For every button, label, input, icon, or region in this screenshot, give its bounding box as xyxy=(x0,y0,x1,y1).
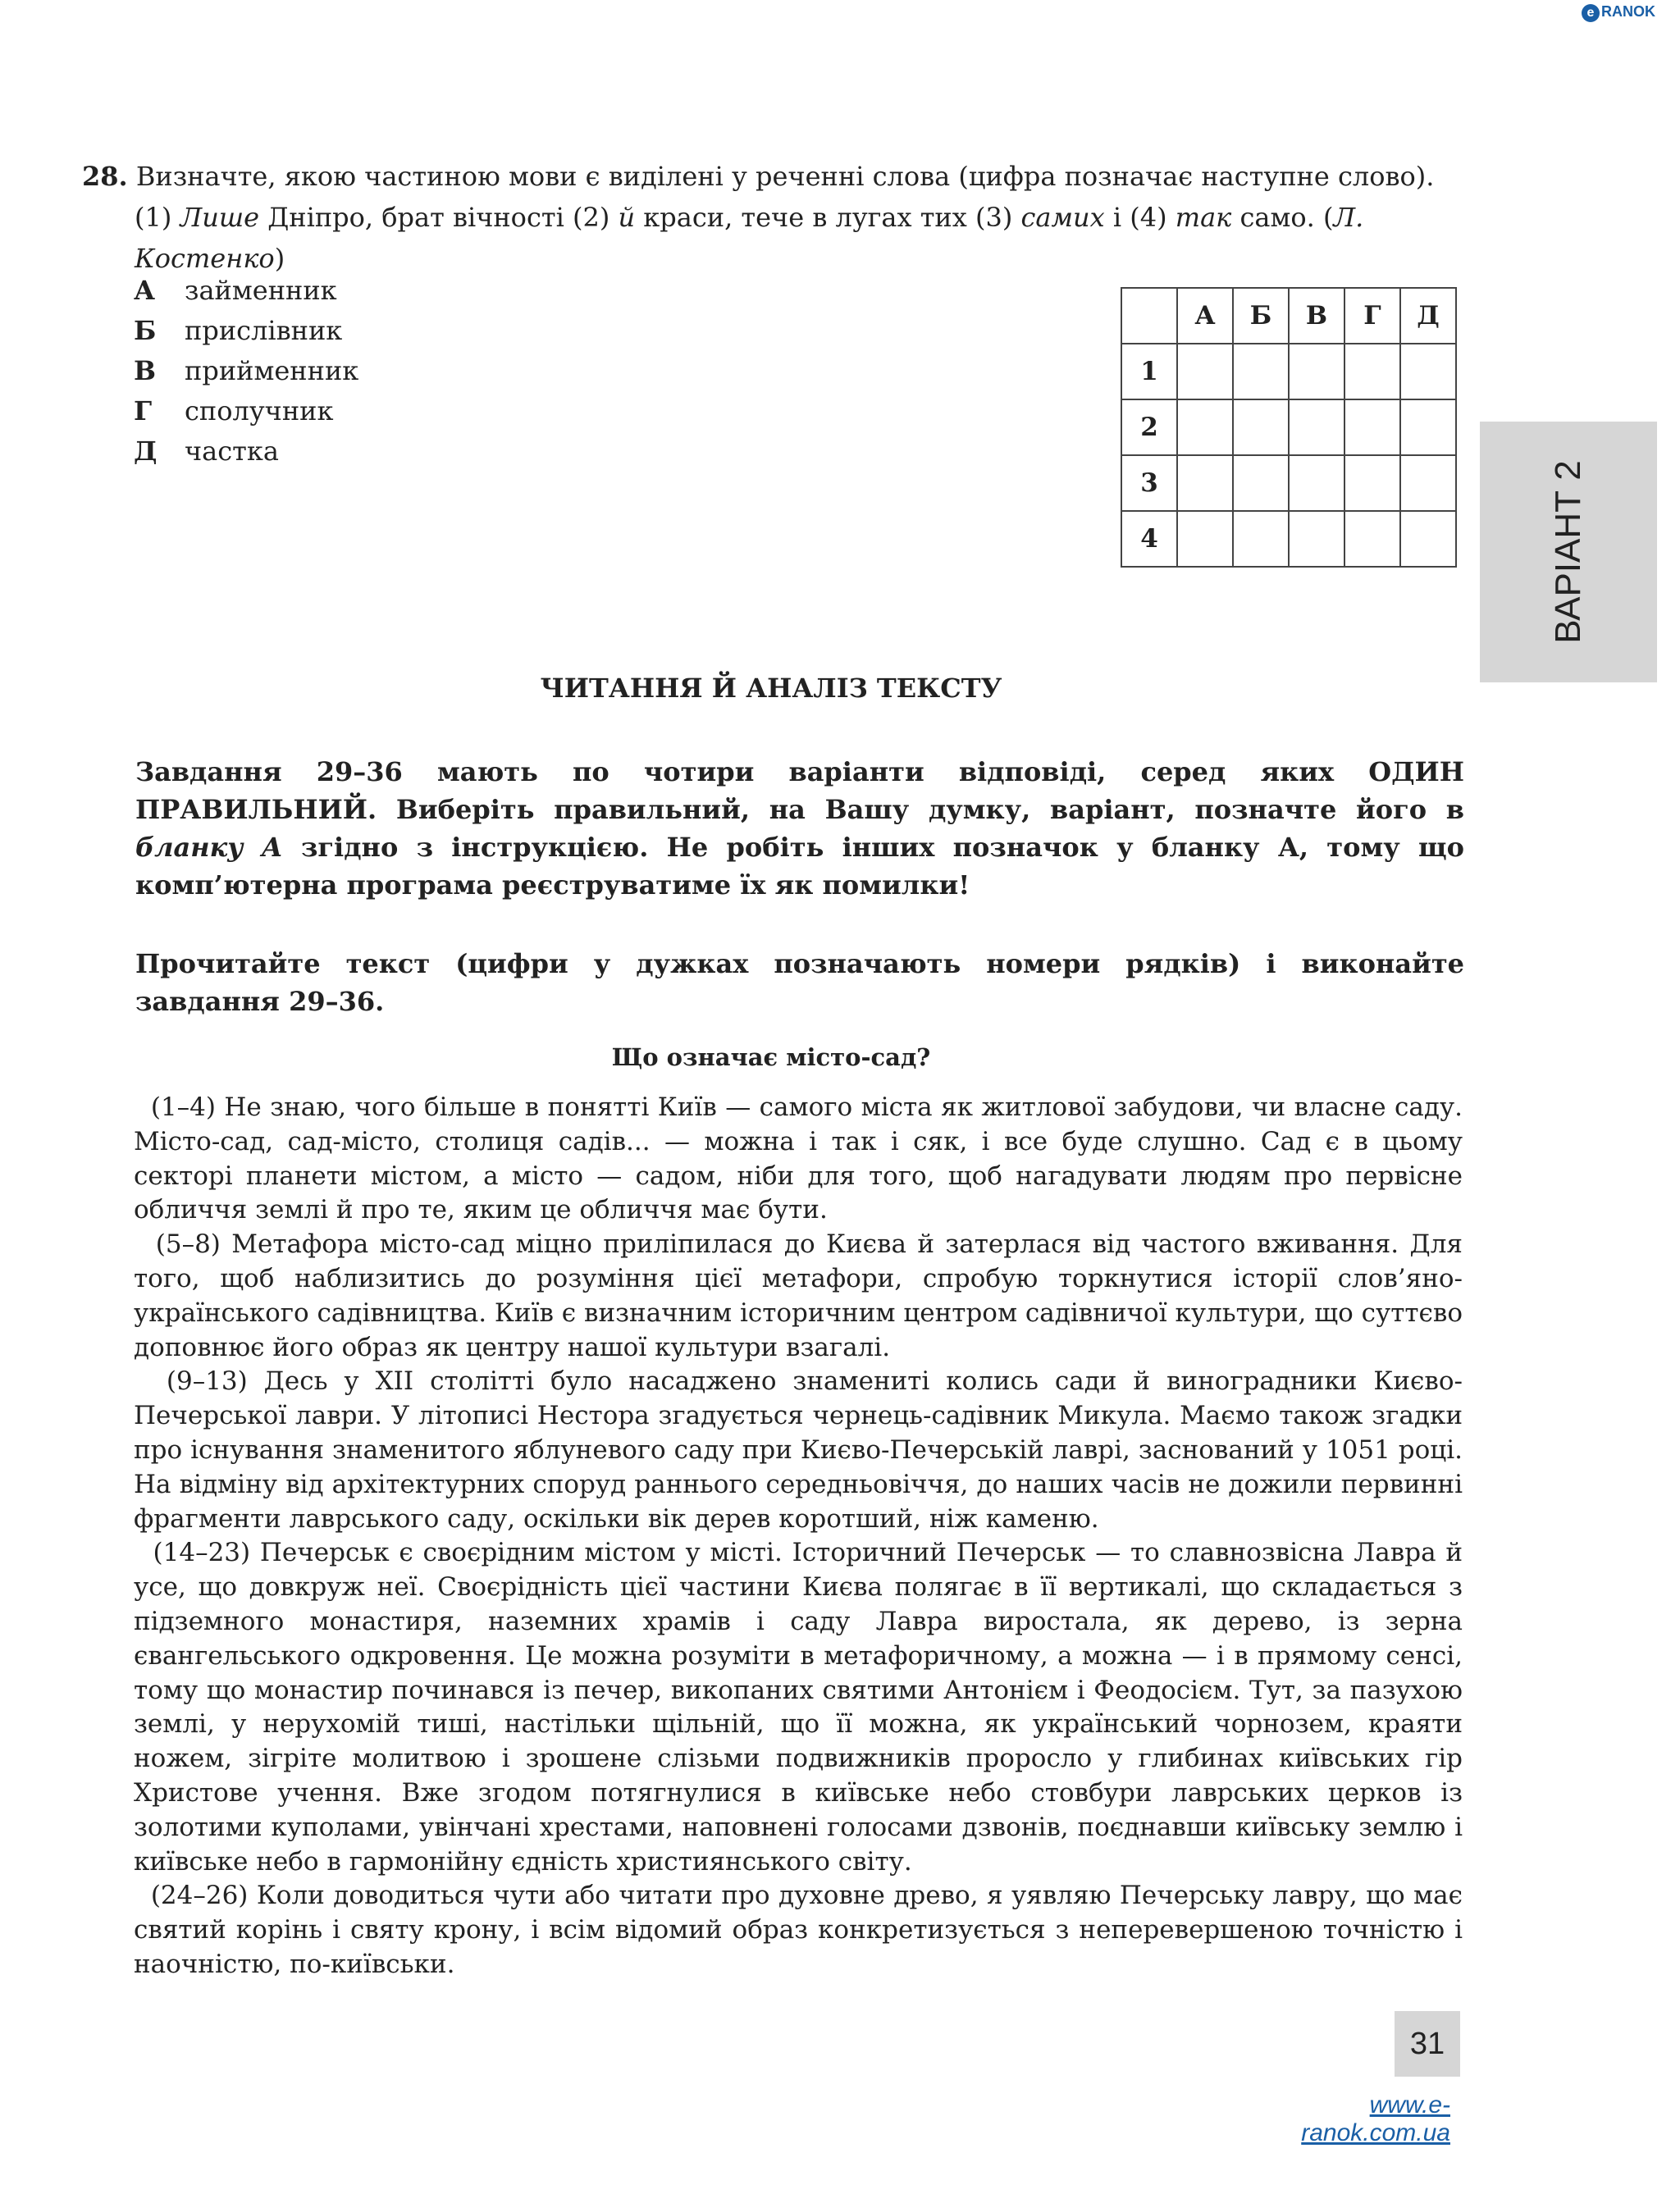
grid-col-header: Г xyxy=(1344,288,1400,344)
section-title: ЧИТАННЯ Й АНАЛІЗ ТЕКСТУ xyxy=(540,673,1002,704)
grid-answer-cell[interactable] xyxy=(1233,511,1289,567)
sentence-fragment: самих xyxy=(1020,202,1105,233)
grid-col-header: А xyxy=(1177,288,1233,344)
option-letter: Д xyxy=(134,436,158,467)
sentence-fragment: й xyxy=(618,202,636,233)
text-title: Що означає місто-сад? xyxy=(611,1043,931,1071)
question-sentence xyxy=(82,197,1477,279)
answer-option xyxy=(134,311,358,351)
question-text: Визначте, якою частиною мови є виділені у реченні слова (цифра позначає наступне слово). xyxy=(135,161,1435,192)
option-letter: А xyxy=(134,275,156,306)
option-letter: Б xyxy=(134,315,157,346)
instruction-block xyxy=(135,753,1464,904)
instruction-read-text: Прочитайте текст (цифри у дужках позначають номери рядків) і виконайте завдання 29–36. xyxy=(135,948,1464,1017)
grid-answer-cell[interactable] xyxy=(1233,399,1289,455)
grid-answer-cell[interactable] xyxy=(1400,344,1456,399)
grid-answer-cell[interactable] xyxy=(1289,455,1344,511)
text-paragraph: (1–4) Не знаю, чого більше в понятті Київ — самого міста як житлової забудови, чи власне саду. Місто-сад, сад-місто, столиця садів... — можна і так і сяк, і все буде слушно. Сад є в цьому секторі планети містом, а місто — садом, ніби для того, щоб нагадувати людям про первісне обличчя землі й про те, яким це обличчя має бути. xyxy=(134,1092,1463,1225)
instruction-fragment: Завдання 29–36 мають по чотири варіанти відповіді, серед яких ОДИН ПРАВИЛЬНИЙ. Виберіть правильний, на Вашу думку, варіант, позначте його в xyxy=(135,756,1464,825)
question-text-line xyxy=(82,156,1477,197)
sentence-fragment: так xyxy=(1175,202,1232,233)
option-text: прислівник xyxy=(185,315,343,346)
question-number: 28. xyxy=(82,161,128,192)
variant-side-tab: ВАРІАНТ 2 xyxy=(1480,422,1657,682)
page-number: 31 xyxy=(1395,2011,1460,2077)
sentence-fragment: Л. Костенко xyxy=(135,202,1364,274)
sentence-fragment: і (4) xyxy=(1104,202,1176,233)
answer-option xyxy=(134,431,358,472)
sentence-fragment: Лише xyxy=(180,202,260,233)
grid-answer-cell[interactable] xyxy=(1344,455,1400,511)
instruction-fragment: згідно з інструкцією. Не робіть інших позначок у бланку А, тому що комп’ютерна програма реєструватиме їх як помилки! xyxy=(135,832,1465,901)
grid-answer-cell[interactable] xyxy=(1400,511,1456,567)
option-text: сполучник xyxy=(185,395,334,426)
sentence-fragment: ) xyxy=(274,243,285,274)
grid-answer-cell[interactable] xyxy=(1289,344,1344,399)
option-text: прийменник xyxy=(185,355,359,386)
grid-col-header: Б xyxy=(1233,288,1289,344)
instruction-fragment: бланку А xyxy=(135,832,283,863)
grid-answer-cell[interactable] xyxy=(1177,511,1233,567)
grid-corner xyxy=(1121,288,1177,344)
grid-row-header: 2 xyxy=(1121,399,1177,455)
publisher-logo: e RANOK xyxy=(1582,3,1673,25)
text-paragraph: (9–13) Десь у XII столітті було насаджено знамениті колись сади й виноградники Києво-Печерської лаври. У літописі Нестора згадується чернець-садівник Микула. Маємо також згадки про існування знаменитого яблуневого саду при Києво-Печерській лаврі, заснований у 1051 році. На відміну від архітектурних споруд раннього середньовіччя, до наших часів не дожили первинні фрагменти лаврського саду, оскільки вік дерев коротший, ніж каменю. xyxy=(134,1366,1463,1534)
answer-grid xyxy=(1121,287,1457,568)
answer-option xyxy=(134,391,358,431)
text-paragraph: (14–23) Печерськ є своєрідним містом у місті. Історичний Печерськ — то славнозвісна Лавра й усе, що довкруж неї. Своєрідність цієї частини Києва полягає в її вертикалі, що складається з підземного монастиря, наземних храмів і саду Лавра виростала, як дерево, із зерна євангельського одкровення. Це можна розуміти в метафоричному, а можна — і в прямому сенсі, тому що монастир починався із печер, викопаних святими Антонієм і Феодосієм. Тут, за пазухою землі, у нерухомій тиші, настільки щільній, що її можна, як український чорнозем, краяти ножем, зігріте молитвою і зрошене слізьми подвижників проросло у глибинах київських гір Христове учення. Вже згодом потягнулися в київське небо стовбури лаврських церков із золотими куполами, увінчані хрестами, наповнені голосами дзвонів, поєднавши київську землю і київське небо в гармонійну єдність християнського світу. xyxy=(134,1538,1463,1877)
reading-text xyxy=(134,1091,1463,1982)
grid-answer-cell[interactable] xyxy=(1233,455,1289,511)
answer-option xyxy=(134,271,358,311)
sentence-fragment: само. ( xyxy=(1231,202,1334,233)
option-text: частка xyxy=(185,436,279,467)
grid-answer-cell[interactable] xyxy=(1233,344,1289,399)
sentence-fragment: Дніпро, брат вічності (2) xyxy=(259,202,619,233)
grid-row-header: 1 xyxy=(1121,344,1177,399)
sentence-fragment: (1) xyxy=(135,202,180,233)
grid-col-header: Д xyxy=(1400,288,1456,344)
grid-answer-cell[interactable] xyxy=(1400,455,1456,511)
grid-col-header: В xyxy=(1289,288,1344,344)
question-28 xyxy=(82,156,1477,279)
grid-answer-cell[interactable] xyxy=(1344,344,1400,399)
grid-answer-cell[interactable] xyxy=(1289,399,1344,455)
answer-option xyxy=(134,351,358,391)
sentence-fragment: краси, тече в лугах тих (3) xyxy=(635,202,1021,233)
text-paragraph: (24–26) Коли доводиться чути або читати про духовне древо, я уявляю Печерську лавру, що має святий корінь і святу крону, і всім відомий образ конкретизується з неперевершеною точністю і наочністю, по-київськи. xyxy=(134,1881,1463,1979)
e-logo-icon: e xyxy=(1582,4,1600,22)
option-text: займенник xyxy=(185,275,337,306)
option-letter: В xyxy=(134,355,157,386)
grid-answer-cell[interactable] xyxy=(1400,399,1456,455)
grid-row-header: 4 xyxy=(1121,511,1177,567)
grid-row-header: 3 xyxy=(1121,455,1177,511)
grid-answer-cell[interactable] xyxy=(1289,511,1344,567)
grid-answer-cell[interactable] xyxy=(1344,511,1400,567)
footer-link[interactable]: www.e-ranok.com.ua xyxy=(1301,2091,1450,2146)
answer-options xyxy=(134,271,358,472)
grid-answer-cell[interactable] xyxy=(1344,399,1400,455)
grid-answer-cell[interactable] xyxy=(1177,344,1233,399)
text-paragraph: (5–8) Метафора місто-сад міцно приліпилася до Києва й затерлася від частого вживання. Для того, щоб наблизитись до розуміння цієї метафори, спробую торкнутися історії слов’яно-українського садівництва. Київ є визначним історичним центром садівничої культури, що суттєво доповнює його образ як центру нашої культури взагалі. xyxy=(134,1229,1463,1362)
option-letter: Г xyxy=(134,395,153,426)
grid-answer-cell[interactable] xyxy=(1177,399,1233,455)
grid-answer-cell[interactable] xyxy=(1177,455,1233,511)
